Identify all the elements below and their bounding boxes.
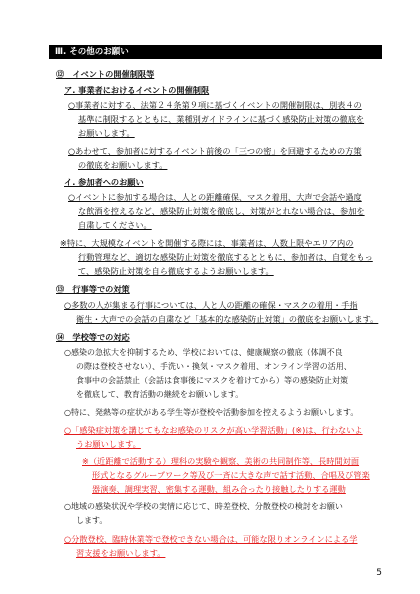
item14-p1-line4: を徹底して、教育活動の継続をお願いします。 xyxy=(76,390,244,399)
item12-i-heading: イ. 参加者へのお願い xyxy=(64,177,144,187)
item14-p4-line1: ○地域の感染状況や学校の実情に応じて、時差登校、分散登校の検討をお願い xyxy=(64,502,343,511)
item13-heading: ⑬ 行事等での対策 xyxy=(56,284,130,294)
item13-p1-line1: ○多数の人が集まる行事については、人と人の距離の確保・マスクの着用・手指 xyxy=(64,300,358,310)
item14-note-line2: 形式となるグループワーク等及び一斉に大きな声で話す活動、合唱及び管楽 xyxy=(92,470,370,480)
item14-note-line3: 器演奏、調理実習、密集する運動、組み合ったり接触したりする運動 xyxy=(92,484,346,494)
item14-p1-line1: ○感染の急拡大を抑制するため、学校においては、健康観察の徹底（体調不良 xyxy=(64,348,343,357)
section-title-bar: Ⅲ. その他のお願い xyxy=(49,45,382,59)
item14-p5-line1: ○分散登校、臨時休業等で登校できない場合は、可能な限りオンラインによる学 xyxy=(64,534,358,544)
item12-a-p1-line2: 基準に制限するとともに、業種別ガイドラインに基づく感染防止対策の徹底を xyxy=(78,114,365,124)
item12-a-heading: ア. 事業者におけるイベントの開催制限 xyxy=(64,85,210,95)
item14-note-line1: ※（近距離で活動する）理科の実験や観察、美術の共同制作等、長時間対面 xyxy=(82,456,360,466)
item14-p5-line2: 習支援をお願いします。 xyxy=(76,548,166,558)
item12-heading: ⑫ イベントの開催制限等 xyxy=(56,69,155,79)
item14-heading: ⑭ 学校等での対応 xyxy=(56,332,130,342)
item12-note-line3: て、感染防止対策を自ら徹底するようお願いします。 xyxy=(78,266,274,276)
item12-a-p2-line2: の徹底をお願いします。 xyxy=(78,160,168,170)
item12-a-p2-line1: ○あわせて、参加者に対するイベント前後の「三つの密」を回避するための方策 xyxy=(68,146,362,156)
item14-p2: ○特に、発熱等の症状がある学生等が登校や活動参加を控えるようお願いします。 xyxy=(64,408,359,417)
item14-p1-line3: 食事中の会話禁止（会話は食事後にマスクを着けてから）等の感染防止対策 xyxy=(76,376,348,385)
item12-i-p1-line1: ○イベントに参加する場合は、人との距離確保、マスク着用、大声で会話や過度 xyxy=(68,192,362,202)
item14-p3-line1: ○「感染症対策を講じてもなお感染のリスクが高い学習活動」(※)は、行わないよ xyxy=(64,425,363,435)
item12-note-line2: 行動管理など、適切な感染防止対策を徹底するとともに、参加者は、自覚をもっ xyxy=(78,252,373,262)
item12-note-line1: ※特に、大規模なイベントを開催する際には、事業者は、人数上限やエリア内の xyxy=(60,238,354,248)
item12-i-p1-line2: な飲酒を控えるなど、感染防止対策を徹底し、対策がとれない場合は、参加を xyxy=(78,206,365,216)
item12-a-p1-line1: ○事業者に対する、法第２４条第９項に基づくイベントの開催制限は、別表４の xyxy=(68,100,362,110)
item12-i-p1-line3: 自粛してください。 xyxy=(78,220,152,230)
item13-p1-line2: 衛生・大声での会話の自粛など「基本的な感染防止対策」の徹底をお願いします。 xyxy=(76,314,379,324)
item14-p1-line2: の際は登校させない）、手洗い・換気・マスク着用、オンライン学習の活用、 xyxy=(76,362,352,371)
item14-p3-line2: うお願いします。 xyxy=(76,439,141,449)
item12-a-p1-line3: お願いします。 xyxy=(78,128,135,138)
page-number: 5 xyxy=(376,568,382,578)
item14-p4-line2: します。 xyxy=(76,516,108,525)
